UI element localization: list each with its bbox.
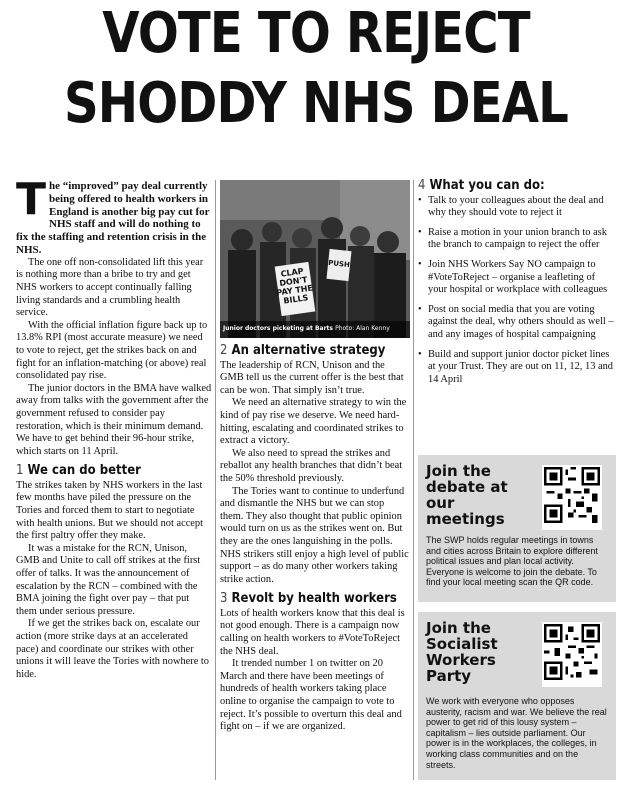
column-2 xyxy=(220,180,410,734)
picket-photo-image xyxy=(220,180,410,338)
section-heading-4: 4 What you can do: xyxy=(418,178,545,193)
section-3-paragraph: Lots of health workers know that this deal is not good enough. There is a campaign now calling on health workers to #VoteToReject the NHS deal. xyxy=(220,607,405,657)
list-item: • Talk to your colleagues about the deal and why they should vote to reject it xyxy=(418,194,604,219)
intro-paragraph: The one off non-consolidated lift this year is nothing more than a bribe to try and get NHS workers to accept continually falling living standards and a crumbling health service. xyxy=(16,256,204,319)
action-list xyxy=(418,195,616,387)
photo-caption: Junior doctors picketing at Barts Photo: Alan Kenny xyxy=(220,321,410,338)
headline-line-2: SHODDY NHS DEAL xyxy=(63,71,569,136)
join-title: Join the Socialist Workers Party xyxy=(426,619,498,685)
section-2-paragraph: We need an alternative strategy to win the kind of pay rise we deserve. We need hard-hitting, escalating and coordinated strikes to extract a victory. xyxy=(220,397,407,447)
intro-paragraph: The junior doctors in the BMA have walked away from talks with the government after the government refused to consider pay restoration, which is their minimum demand. We have to get behind their 96-hour strike, which starts on 11 April. xyxy=(16,382,212,457)
list-item: • Join NHS Workers Say NO campaign to #VoteToReject – organise a leafleting of your hospital or workplace with colleagues xyxy=(418,258,608,296)
section-heading-2: 2 An alternative strategy xyxy=(220,343,386,358)
section-heading-1: 1 We can do better xyxy=(16,463,141,479)
lead-paragraph: The “improved” pay deal currently being offered to health workers in England is another big pay cut for NHS staff and will do nothing to fix the staffing and retention crisis in the NHS. xyxy=(16,174,210,256)
meetings-title: Join the debate at our meetings xyxy=(426,462,508,528)
picket-photo xyxy=(220,180,410,338)
drop-cap: T xyxy=(16,174,47,225)
join-text: We work with everyone who opposes austerity, racism and war. We believe the real power to get rid of this lousy system – capitalism – lies outside parliament. Our power is in the workplaces, the colleges, in working class communities and on the streets. xyxy=(426,696,607,770)
headline-line-1: VOTE TO REJECT xyxy=(102,1,530,66)
qr-code[interactable] xyxy=(542,465,602,530)
section-heading-3: 3 Revolt by health workers xyxy=(220,591,397,607)
intro-paragraph: With the official inflation figure back up to 13.8% RPI (most accurate measure) we need to vote to reject, get the strikes back on and fight for an inflation-matching (or above) real consolidated pay rise. xyxy=(16,319,208,382)
section-1-paragraph: It was a mistake for the RCN, Unison, GMB and Unite to call off strikes at the first offer of talks. It was the announcement of escalation by the RCN – combined with the BMA joining the fight over pay – that put them under serious pressure. xyxy=(16,542,201,617)
placard-text: PUSH xyxy=(327,258,351,270)
column-3 xyxy=(418,180,616,393)
list-item: • Post on social media that you are voting against the deal, why others should as well – and any images of hospital campaigning xyxy=(418,303,614,340)
list-item: • Build and support junior doctor picket lines at your Trust. They are out on 11, 12, 13 and 14 April xyxy=(418,348,613,385)
meetings-box xyxy=(418,455,616,602)
list-item: • Raise a motion in your union branch to ask the branch to campaign to reject the offer xyxy=(418,226,607,251)
join-swp-box xyxy=(418,612,616,780)
section-1-paragraph: The strikes taken by NHS workers in the last few months have piled the pressure on the Tories and forced them to start to negotiate with health unions. But we should not accept the first paltry offer they make. xyxy=(16,479,204,542)
column-divider xyxy=(215,180,216,780)
qr-code[interactable] xyxy=(542,622,602,687)
placard-text: CLAP DON'T PAY THE BILLS xyxy=(275,266,314,306)
section-3-paragraph: It trended number 1 on twitter on 20 March and there have been meetings of hundreds of health workers taking place online to organise the campaign to vote to reject. It’s possible to overturn this deal and fight on – if we are organized. xyxy=(220,658,402,733)
section-1-paragraph: If we get the strikes back on, escalate our action (more strike days at an accelerated pace) and coordinate our strikes with other unions it will leave the Tories with nowhere to hide. xyxy=(16,618,210,680)
section-2-paragraph: The leadership of RCN, Unison and the GMB tell us the current offer is the best that can be won. That simply isn’t true. xyxy=(220,359,404,396)
section-2-paragraph: The Tories want to continue to underfund and dismantle the NHS but we can stop them. They also thought that public opinion would turn on us as the strikes went on. But they are the ones languishing in the polls. NHS strikers still enjoy a high level of public support – as do many other workers taking strike action. xyxy=(220,485,409,585)
section-2-paragraph: We also need to spread the strikes and reballot any health branches that didn’t beat the 50% threshold previously. xyxy=(220,447,403,484)
column-1 xyxy=(16,174,212,681)
meetings-text: The SWP holds regular meetings in towns and cities across Britain to explore different political issues and plan local activity. Everyone is welcome to join the debate. To find your local meeting scan the QR code. xyxy=(426,535,598,588)
column-divider xyxy=(413,180,414,780)
